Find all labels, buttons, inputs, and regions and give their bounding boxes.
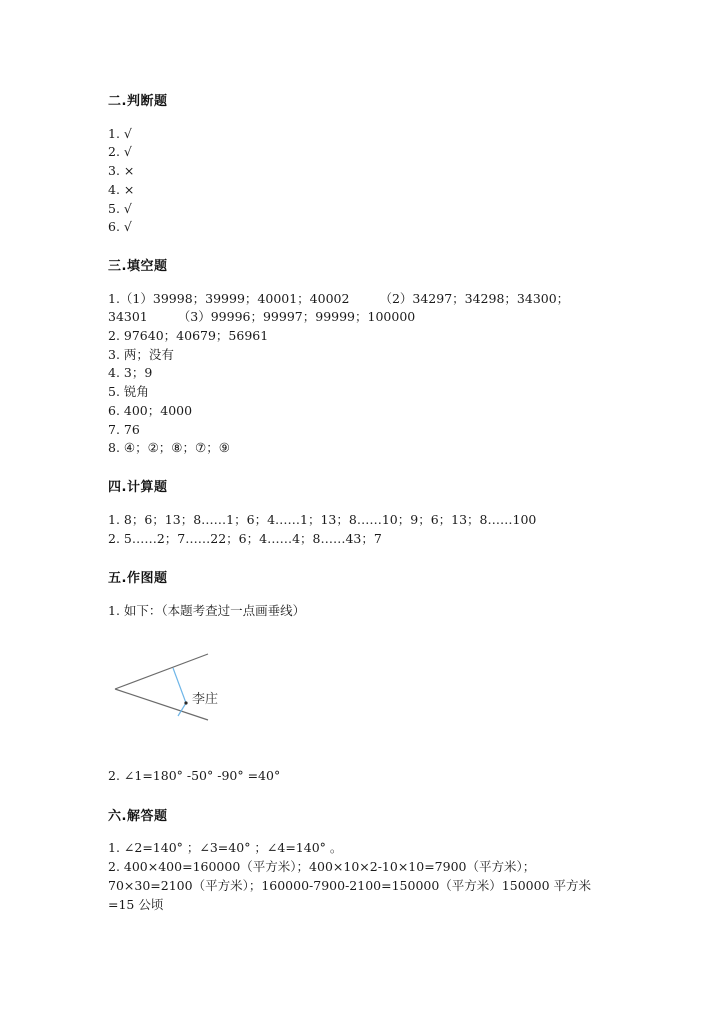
- solution-answer-2: 2. 400×400=160000（平方米）；400×10×2-10×10=7900（平方米）；: [108, 859, 536, 874]
- fill-answer-1-part4: （3）99996；99997；99999；100000: [177, 309, 416, 324]
- point-marker: [184, 701, 187, 704]
- fill-answer-1-cont: [108, 308, 415, 326]
- fill-answer-3: 3. 两；没有: [108, 347, 174, 362]
- fill-answer-7: 7. 76: [108, 422, 140, 437]
- judgement-answer-1: 1. √: [108, 126, 132, 141]
- fill-answer-1-part2: （2）34297；34298；34300；: [379, 291, 570, 306]
- point-label: 李庄: [192, 692, 218, 707]
- section-title-drawing: 五.作图题: [108, 571, 168, 586]
- fill-answer-6: 6. 400；4000: [108, 403, 193, 418]
- judgement-answer-6: 6. √: [108, 219, 132, 234]
- fill-answer-2: 2. 97640；40679；56961: [108, 328, 269, 343]
- section-title-calculation: 四.计算题: [108, 480, 168, 495]
- calc-answer-2: 2. 5……2；7……22；6；4……4；8……43；7: [108, 531, 382, 546]
- fill-answer-1-part3: 34301: [108, 309, 148, 324]
- solution-answer-2-end: =15 公顷: [108, 897, 164, 912]
- perpendicular-line-lower: [178, 703, 186, 716]
- drawing-answer-1: 1. 如下：（本题考查过一点画垂线）: [108, 603, 306, 618]
- section-title-fill-blank: 三.填空题: [108, 259, 168, 274]
- fill-answer-1-part1: 1.（1）39998；39999；40001；40002: [108, 291, 350, 306]
- judgement-answer-4: 4. ×: [108, 182, 135, 197]
- perpendicular-figure: [108, 645, 218, 725]
- judgement-answer-5: 5. √: [108, 201, 132, 216]
- calc-answer-1: 1. 8；6；13；8……1；6；4……1；13；8……10；9；6；13；8……100: [108, 512, 537, 527]
- drawing-answer-2: 2. ∠1=180° -50° -90° =40°: [108, 768, 281, 783]
- section-title-solution: 六.解答题: [108, 809, 168, 824]
- solution-answer-1: 1. ∠2=140° ；∠3=40° ；∠4=140° 。: [108, 840, 343, 855]
- solution-answer-2-cont: 70×30=2100（平方米）；160000-7900-2100=150000（平方米）150000 平方米: [108, 878, 591, 893]
- angle-upper-ray: [115, 654, 208, 689]
- section-title-judgement: 二.判断题: [108, 94, 168, 109]
- fill-answer-5: 5. 锐角: [108, 384, 149, 399]
- fill-answer-8: 8. ④；②；⑧；⑦；⑨: [108, 440, 230, 455]
- fill-answer-1: [108, 290, 569, 308]
- perpendicular-line-upper: [173, 668, 186, 703]
- judgement-answer-3: 3. ×: [108, 163, 135, 178]
- judgement-answer-2: 2. √: [108, 144, 132, 159]
- fill-answer-4: 4. 3；9: [108, 365, 153, 380]
